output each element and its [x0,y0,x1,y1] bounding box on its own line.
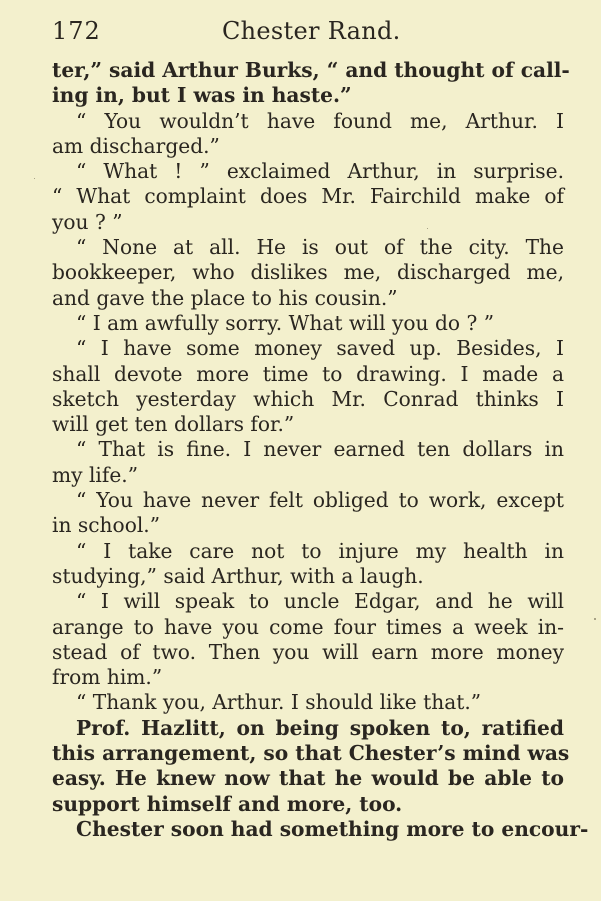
text-line: “ I am awfully sorry. What will you do ? ” [76,310,495,335]
page-header [52,13,562,49]
text-line: ing in, but I was in haste.” [52,83,352,108]
paper-speck [594,618,596,620]
body-text [52,58,589,842]
text-line: arange to have you come four times a week in- [52,614,564,639]
text-line: “ Thank you, Arthur. I should like that.” [76,690,482,715]
text-line: “ What complaint does Mr. Fairchild make of [52,184,564,209]
text-line: “ What ! ” exclaimed Arthur, in surprise. [76,159,564,184]
text-line: “ None at all. He is out of the city. The [76,235,564,260]
text-line: bookkeeper, who dislikes me, discharged me, [52,260,564,285]
text-line: Chester soon had something more to encour- [76,816,589,841]
text-line: “ I have some money saved up. Besides, I [76,336,564,361]
text-line: am discharged.” [52,133,220,158]
text-line: from him.” [52,665,163,690]
text-line: “ I take care not to injure my health in [76,538,564,563]
page-number: 172 [52,17,101,45]
text-line: stead of two. Then you will earn more money [52,639,564,664]
text-line: support himself and more, too. [52,791,403,816]
text-line: my life.” [52,462,139,487]
text-line: ter,” said Arthur Burks, “ and thought of call- [52,58,570,82]
text-line: “ You have never felt obliged to work, except [76,488,564,513]
text-line: “ You wouldn’t have found me, Arthur. I [76,108,564,133]
text-line: shall devote more time to drawing. I made a [52,361,564,386]
text-line: will get ten dollars for.” [52,412,295,437]
text-line: Prof. Hazlitt, on being spoken to, ratified [76,715,564,740]
text-line: easy. He knew now that he would be able to [52,766,564,791]
text-line: in school.” [52,513,161,538]
paper-speck [427,228,428,229]
text-line: and gave the place to his cousin.” [52,285,398,310]
text-line: “ I will speak to uncle Edgar, and he will [76,589,564,614]
text-line: studying,” said Arthur, with a laugh. [52,563,424,588]
text-line: you ? ” [52,209,123,234]
text-line: this arrangement, so that Chester’s mind was [52,741,570,766]
text-line: sketch yesterday which Mr. Conrad thinks I [52,386,564,411]
text-line: “ That is fine. I never earned ten dollars in [76,437,564,462]
paper-speck [34,178,35,179]
running-title: Chester Rand. [222,17,401,45]
